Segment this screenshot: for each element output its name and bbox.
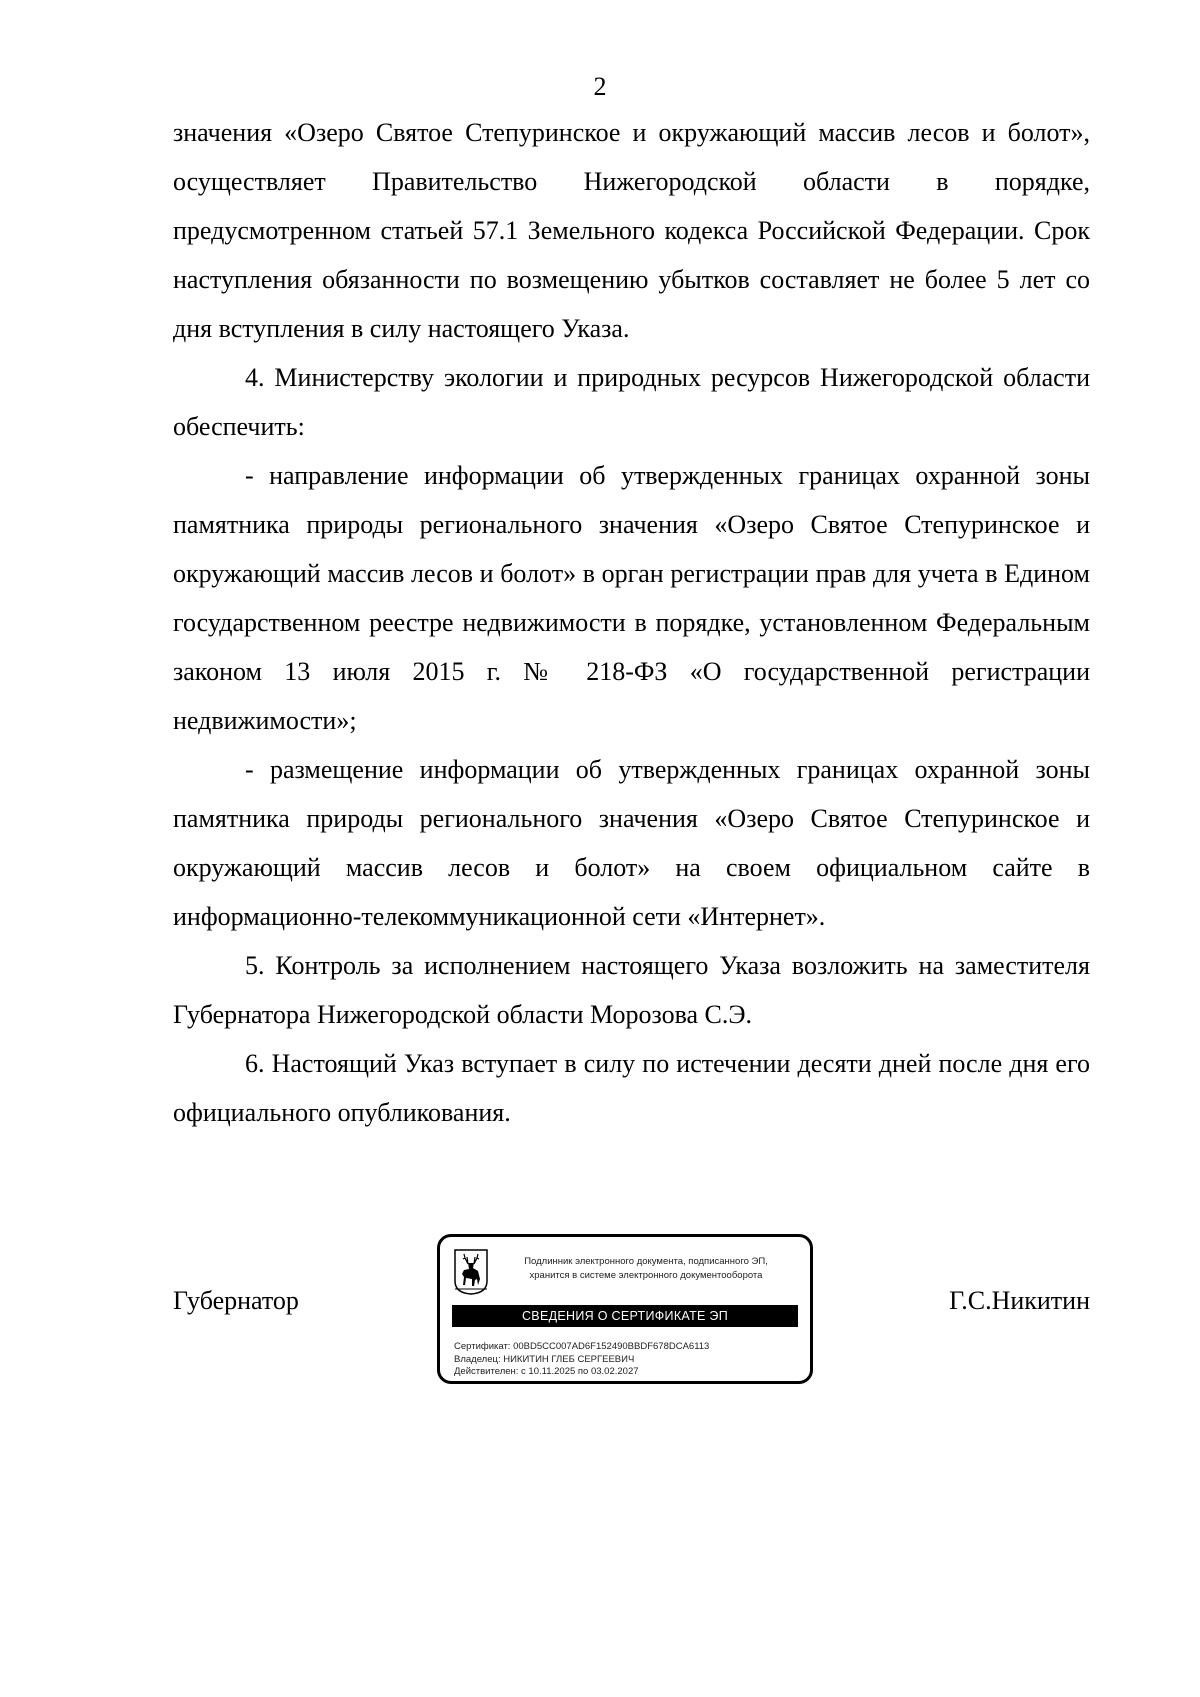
certificate-number: Сертификат: 00BD5CC007AD6F152490BBDF678DCA6113 bbox=[454, 1341, 710, 1352]
page-number: 2 bbox=[593, 72, 607, 101]
stamp-header-line2: хранится в системе электронного документооборота bbox=[529, 1270, 763, 1281]
signer-name: Г.С.Никитин bbox=[949, 1286, 1090, 1315]
paragraph-item-4-registration: - направление информации об утвержденных границах охранной зоны памятника природы регионального значения «Озеро Святое Степуринское и окружающий массив лесов и болот» в орган регистрации прав для учета в Едином государственном реестре недвижимости в порядке, установленном Федеральным законом 13 июля 2015 г. № 218-ФЗ «О государственной регистрации недвижимости»; bbox=[173, 461, 1090, 735]
paragraph-continuation: значения «Озеро Святое Степуринское и окружающий массив лесов и болот», осуществляет Правительство Нижегородской области в порядке, предусмотренном статьей 57.1 Земельного кодекса Российской Федерации. Срок наступления обязанности по возмещению убытков составляет не более 5 лет со дня вступления в силу настоящего Указа. bbox=[173, 118, 1090, 343]
stamp-header-line1: Подлинник электронного документа, подписанного ЭП, bbox=[524, 1256, 768, 1267]
paragraph-item-5: 5. Контроль за исполнением настоящего Указа возложить на заместителя Губернатора Нижегородской области Морозова С.Э. bbox=[173, 951, 1090, 1029]
signer-position: Губернатор bbox=[173, 1286, 299, 1315]
stamp-header bbox=[496, 1255, 796, 1283]
paragraph-item-4-website: - размещение информации об утвержденных границах охранной зоны памятника природы регионального значения «Озеро Святое Степуринское и окружающий массив лесов и болот» на своем официальном сайте в информационно-телекоммуникационной сети «Интернет». bbox=[173, 755, 1090, 931]
deer-emblem-icon bbox=[454, 1249, 488, 1295]
paragraph-item-4: 4. Министерству экологии и природных ресурсов Нижегородской области обеспечить: bbox=[173, 363, 1090, 441]
signature-block bbox=[173, 1234, 1090, 1394]
electronic-signature-stamp bbox=[437, 1234, 813, 1384]
stamp-title-bar: СВЕДЕНИЯ О СЕРТИФИКАТЕ ЭП bbox=[452, 1305, 798, 1327]
paragraph-item-6: 6. Настоящий Указ вступает в силу по истечении десяти дней после дня его официального опубликования. bbox=[173, 1049, 1090, 1127]
certificate-validity: Действителен: с 10.11.2025 по 03.02.2027 bbox=[454, 1366, 639, 1377]
stamp-certificate-info bbox=[454, 1341, 709, 1379]
document-body bbox=[173, 108, 1090, 1137]
certificate-owner: Владелец: НИКИТИН ГЛЕБ СЕРГЕЕВИЧ bbox=[454, 1353, 635, 1365]
